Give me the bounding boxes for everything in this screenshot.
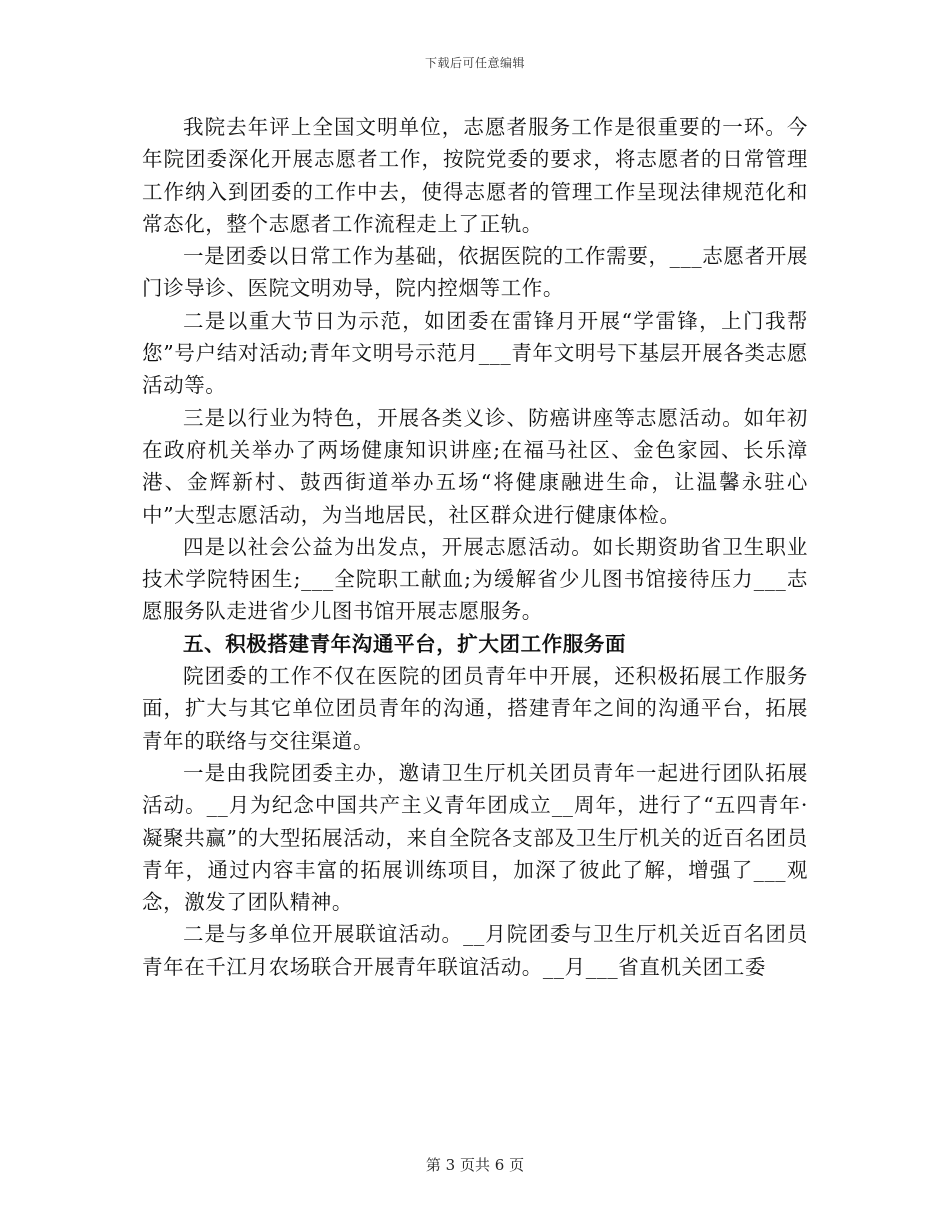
paragraph-point-one-daily-work: 一是团委以日常工作为基础，依据医院的工作需要，___志愿者开展门诊导诊、医院文明劝导，院内控烟等工作。 <box>142 244 808 301</box>
paragraph-point-three-industry: 三是以行业为特色，开展各类义诊、防癌讲座等志愿活动。如年初在政府机关举办了两场健康知识讲座;在福马社区、金色家园、长乐漳港、金辉新村、鼓西街道举办五场“将健康融进生命，让温馨永驻心中”大型志愿活动，为当地居民，社区群众进行健康体检。 <box>142 405 808 527</box>
paragraph-volunteer-intro: 我院去年评上全国文明单位，志愿者服务工作是很重要的一环。今年院团委深化开展志愿者工作，按院党委的要求，将志愿者的日常管理工作纳入到团委的工作中去，使得志愿者的管理工作呈现法律规范化和常态化，整个志愿者工作流程走上了正轨。 <box>142 115 808 236</box>
paragraph-point-four-public-welfare: 四是以社会公益为出发点，开展志愿活动。如长期资助省卫生职业技术学院特困生;___全院职工献血;为缓解省少儿图书馆接待压力___志愿服务队走进省少儿图书馆开展志愿服务。 <box>142 534 808 624</box>
paragraph-section-five-intro: 院团委的工作不仅在医院的团员青年中开展，还积极拓展工作服务面，扩大与其它单位团员青年的沟通，搭建青年之间的沟通平台，拓展青年的联络与交往渠道。 <box>142 664 808 753</box>
document-body <box>142 111 808 983</box>
paragraph-team-expansion: 一是由我院团委主办，邀请卫生厅机关团员青年一起进行团队拓展活动。__月为纪念中国共产主义青年团成立__周年，进行了“五四青年·凝聚共赢”的大型拓展活动，来自全院各支部及卫生厅机关的近百名团员青年，通过内容丰富的拓展训练项目，加深了彼此了解，增强了___观念，激发了团队精神。 <box>142 760 808 915</box>
section-heading-five: 五、积极搭建青年沟通平台，扩大团工作服务面 <box>183 631 627 656</box>
page-header: 下载后可任意编辑 <box>424 56 525 70</box>
paragraph-point-two-festivals: 二是以重大节日为示范，如团委在雷锋月开展“学雷锋，上门我帮您”号户结对活动;青年文明号示范月___青年文明号下基层开展各类志愿活动等。 <box>142 308 808 398</box>
page-footer: 第 3 页共 6 页 <box>425 1156 525 1174</box>
paragraph-joint-activities: 二是与多单位开展联谊活动。__月院团委与卫生厅机关近百名团员青年在千江月农场联合开展青年联谊活动。__月___省直机关团工委 <box>142 922 808 979</box>
